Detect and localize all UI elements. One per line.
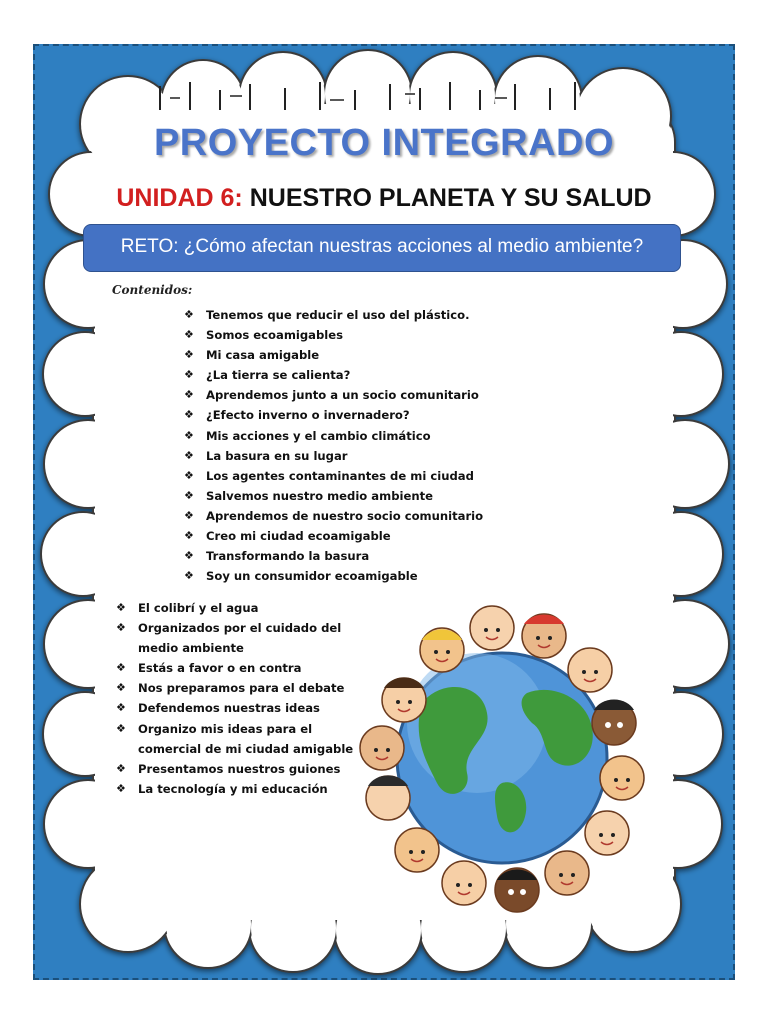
list-item-text: Estás a favor o en contra [138,661,302,676]
list-item-text: Aprendemos de nuestro socio comunitario [206,508,484,523]
diamond-bullet-icon: ❖ [184,428,194,442]
list-item-text: ¿La tierra se calienta? [206,368,351,383]
list-item [184,405,483,425]
reto-box: RETO: ¿Cómo afectan nuestras acciones al medio ambiente? [83,224,681,272]
contents-list-main [184,305,483,586]
list-item-text: Mis acciones y el cambio climático [206,428,431,443]
diamond-bullet-icon: ❖ [184,408,194,422]
list-item-text: Mi casa amigable [206,348,320,363]
diamond-bullet-icon: ❖ [116,621,126,635]
list-item-text: Nos preparamos para el debate [138,681,345,696]
unit-name: NUESTRO PLANETA Y SU SALUD [249,184,652,212]
list-item [184,446,483,466]
diamond-bullet-icon: ❖ [184,448,194,462]
diamond-bullet-icon: ❖ [116,761,126,775]
list-item-text: Salvemos nuestro medio ambiente [206,488,434,503]
list-item [116,759,356,779]
unit-heading [0,184,768,213]
list-item [116,678,356,698]
diamond-bullet-icon: ❖ [116,781,126,795]
contents-label: Contenidos: [112,283,193,297]
list-item [184,486,483,506]
list-item-text: La basura en su lugar [206,448,348,463]
list-item-text: El colibrí y el agua [138,601,259,615]
list-item-text: Aprendemos junto a un socio comunitario [206,388,479,403]
diamond-bullet-icon: ❖ [184,508,194,522]
list-item [116,719,356,759]
list-item [184,466,483,486]
list-item [184,365,483,385]
list-item [184,526,483,546]
diamond-bullet-icon: ❖ [116,681,126,695]
list-item [116,658,356,678]
list-item-text: Presentamos nuestros guiones [138,761,341,776]
list-item-text: Transformando la basura [206,549,370,564]
list-item-text: Organizo mis ideas para el comercial de mi ciudad amigable [138,721,354,756]
globe-with-children-icon [352,588,652,913]
diamond-bullet-icon: ❖ [184,549,194,563]
diamond-bullet-icon: ❖ [116,601,126,614]
diamond-bullet-icon: ❖ [184,468,194,482]
list-item [116,618,356,658]
list-item-text: ¿Efecto inverno o invernadero? [206,408,410,423]
list-item [116,698,356,718]
list-item [184,506,483,526]
unit-number: UNIDAD 6: [116,184,243,212]
list-item [184,345,483,365]
list-item [184,426,483,446]
diamond-bullet-icon: ❖ [184,488,194,502]
list-item [116,779,356,799]
list-item [184,546,483,566]
diamond-bullet-icon: ❖ [184,308,194,321]
list-item [184,325,483,345]
list-item-text: La tecnología y mi educación [138,781,328,796]
list-item-text: Organizados por el cuidado del medio ambiente [138,621,342,656]
diamond-bullet-icon: ❖ [184,529,194,543]
list-item-text: Tenemos que reducir el uso del plástico. [206,308,470,322]
list-item-text: Creo mi ciudad ecoamigable [206,529,391,544]
diamond-bullet-icon: ❖ [116,661,126,675]
diamond-bullet-icon: ❖ [116,721,126,735]
diamond-bullet-icon: ❖ [184,388,194,402]
decorative-sketch-lines [150,76,590,116]
diamond-bullet-icon: ❖ [184,348,194,362]
list-item [184,566,483,586]
list-item [116,598,356,618]
diamond-bullet-icon: ❖ [116,701,126,715]
list-item-text: Somos ecoamigables [206,328,344,343]
diamond-bullet-icon: ❖ [184,569,194,583]
list-item-text: Los agentes contaminantes de mi ciudad [206,468,474,483]
diamond-bullet-icon: ❖ [184,328,194,342]
list-item [184,385,483,405]
contents-list-secondary [116,598,356,799]
list-item-text: Defendemos nuestras ideas [138,701,320,716]
list-item-text: Soy un consumidor ecoamigable [206,569,418,584]
page-title: PROYECTO INTEGRADO [153,122,615,164]
list-item [184,305,483,325]
diamond-bullet-icon: ❖ [184,368,194,382]
